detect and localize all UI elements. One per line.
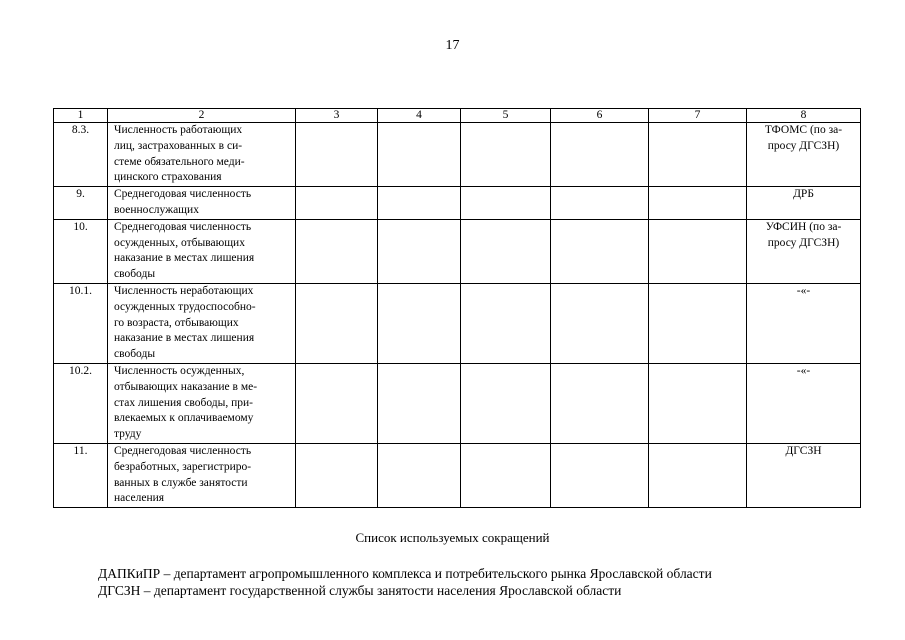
indicator-name <box>108 123 296 187</box>
empty-cell <box>296 443 378 507</box>
column-header: 3 <box>296 109 378 123</box>
row-number: 10. <box>54 219 108 283</box>
empty-cell <box>296 363 378 443</box>
data-source-line: ДГСЗН <box>785 444 822 457</box>
row-number: 9. <box>54 187 108 220</box>
column-header: 7 <box>649 109 747 123</box>
indicator-name <box>108 187 296 220</box>
indicator-name-line: цинского страхования <box>114 171 222 184</box>
data-source-line: -«- <box>796 284 811 297</box>
indicator-name-line: го возраста, отбывающих <box>114 316 239 329</box>
empty-cell <box>378 443 461 507</box>
row-number: 11. <box>54 443 108 507</box>
indicator-name-line: наказание в местах лишения <box>114 332 255 345</box>
indicator-name-line: Численность неработающих <box>114 284 254 297</box>
indicator-name-line: труду <box>114 428 142 441</box>
indicator-name-line: свободы <box>114 268 156 281</box>
indicator-name-line: Среднегодовая численность <box>114 444 252 457</box>
empty-cell <box>296 123 378 187</box>
column-header: 4 <box>378 109 461 123</box>
empty-cell <box>378 187 461 220</box>
empty-cell <box>296 187 378 220</box>
indicator-name-line: безработных, зарегистриро- <box>114 460 252 473</box>
empty-cell <box>461 283 551 363</box>
indicator-name-line: осужденных трудоспособно- <box>114 300 256 313</box>
table-header-row <box>54 109 861 123</box>
indicator-name-line: населения <box>114 492 165 505</box>
row-number: 10.1. <box>54 283 108 363</box>
empty-cell <box>649 187 747 220</box>
data-source <box>747 443 861 507</box>
column-header: 8 <box>747 109 861 123</box>
empty-cell <box>649 363 747 443</box>
data-source <box>747 123 861 187</box>
empty-cell <box>461 443 551 507</box>
indicator-name-line: Численность осужденных, <box>114 364 245 377</box>
empty-cell <box>378 363 461 443</box>
empty-cell <box>551 187 649 220</box>
data-source-line: ДРБ <box>793 188 814 201</box>
indicator-name <box>108 363 296 443</box>
table-row <box>54 443 861 507</box>
indicators-table <box>53 108 861 508</box>
column-header: 6 <box>551 109 649 123</box>
indicator-name-line: наказание в местах лишения <box>114 252 255 265</box>
empty-cell <box>649 219 747 283</box>
indicator-name-line: отбывающих наказание в ме- <box>114 380 258 393</box>
empty-cell <box>378 283 461 363</box>
empty-cell <box>461 187 551 220</box>
empty-cell <box>551 443 649 507</box>
indicator-name <box>108 219 296 283</box>
empty-cell <box>649 443 747 507</box>
indicator-name-line: Среднегодовая численность <box>114 220 252 233</box>
indicator-name-line: стах лишения свободы, при- <box>114 396 254 409</box>
row-number: 8.3. <box>54 123 108 187</box>
column-header: 1 <box>54 109 108 123</box>
table-row <box>54 363 861 443</box>
column-header: 5 <box>461 109 551 123</box>
empty-cell <box>378 219 461 283</box>
indicator-name-line: ванных в службе занятости <box>114 476 248 489</box>
data-source-line: просу ДГСЗН) <box>767 139 840 152</box>
page-number: 17 <box>445 38 460 53</box>
empty-cell <box>551 283 649 363</box>
empty-cell <box>461 363 551 443</box>
row-number: 10.2. <box>54 363 108 443</box>
data-source-line: просу ДГСЗН) <box>767 236 840 249</box>
indicator-name-line: лиц, застрахованных в си- <box>114 139 243 152</box>
data-source-line: ТФОМС (по за- <box>764 124 843 136</box>
empty-cell <box>378 123 461 187</box>
indicator-name <box>108 443 296 507</box>
column-header: 2 <box>108 109 296 123</box>
abbreviations-title: Список используемых сокращений <box>355 530 550 545</box>
empty-cell <box>461 123 551 187</box>
indicator-name-line: осужденных, отбывающих <box>114 236 245 249</box>
indicator-name <box>108 283 296 363</box>
empty-cell <box>551 219 649 283</box>
table-row <box>54 283 861 363</box>
indicator-name-line: Среднегодовая численность <box>114 188 252 201</box>
table-row <box>54 187 861 220</box>
indicator-name-line: Численность работающих <box>114 124 243 136</box>
empty-cell <box>296 219 378 283</box>
data-source <box>747 363 861 443</box>
empty-cell <box>296 283 378 363</box>
data-source <box>747 219 861 283</box>
empty-cell <box>551 123 649 187</box>
table-row <box>54 219 861 283</box>
abbreviation-line: ДАПКиПР – департамент агропромышленного комплекса и потребительского рынка Ярославской области <box>98 566 712 581</box>
empty-cell <box>649 283 747 363</box>
data-source <box>747 187 861 220</box>
indicator-name-line: военнослужащих <box>114 203 199 216</box>
empty-cell <box>649 123 747 187</box>
abbreviation-line: ДГСЗН – департамент государственной службы занятости населения Ярославской области <box>98 583 622 598</box>
empty-cell <box>461 219 551 283</box>
data-source <box>747 283 861 363</box>
table-row <box>54 123 861 187</box>
empty-cell <box>551 363 649 443</box>
data-source-line: УФСИН (по за- <box>765 220 842 233</box>
indicator-name-line: стеме обязательного меди- <box>114 155 245 168</box>
data-source-line: -«- <box>796 364 811 377</box>
indicator-name-line: влекаемых к оплачиваемому <box>114 412 254 425</box>
indicator-name-line: свободы <box>114 348 156 361</box>
